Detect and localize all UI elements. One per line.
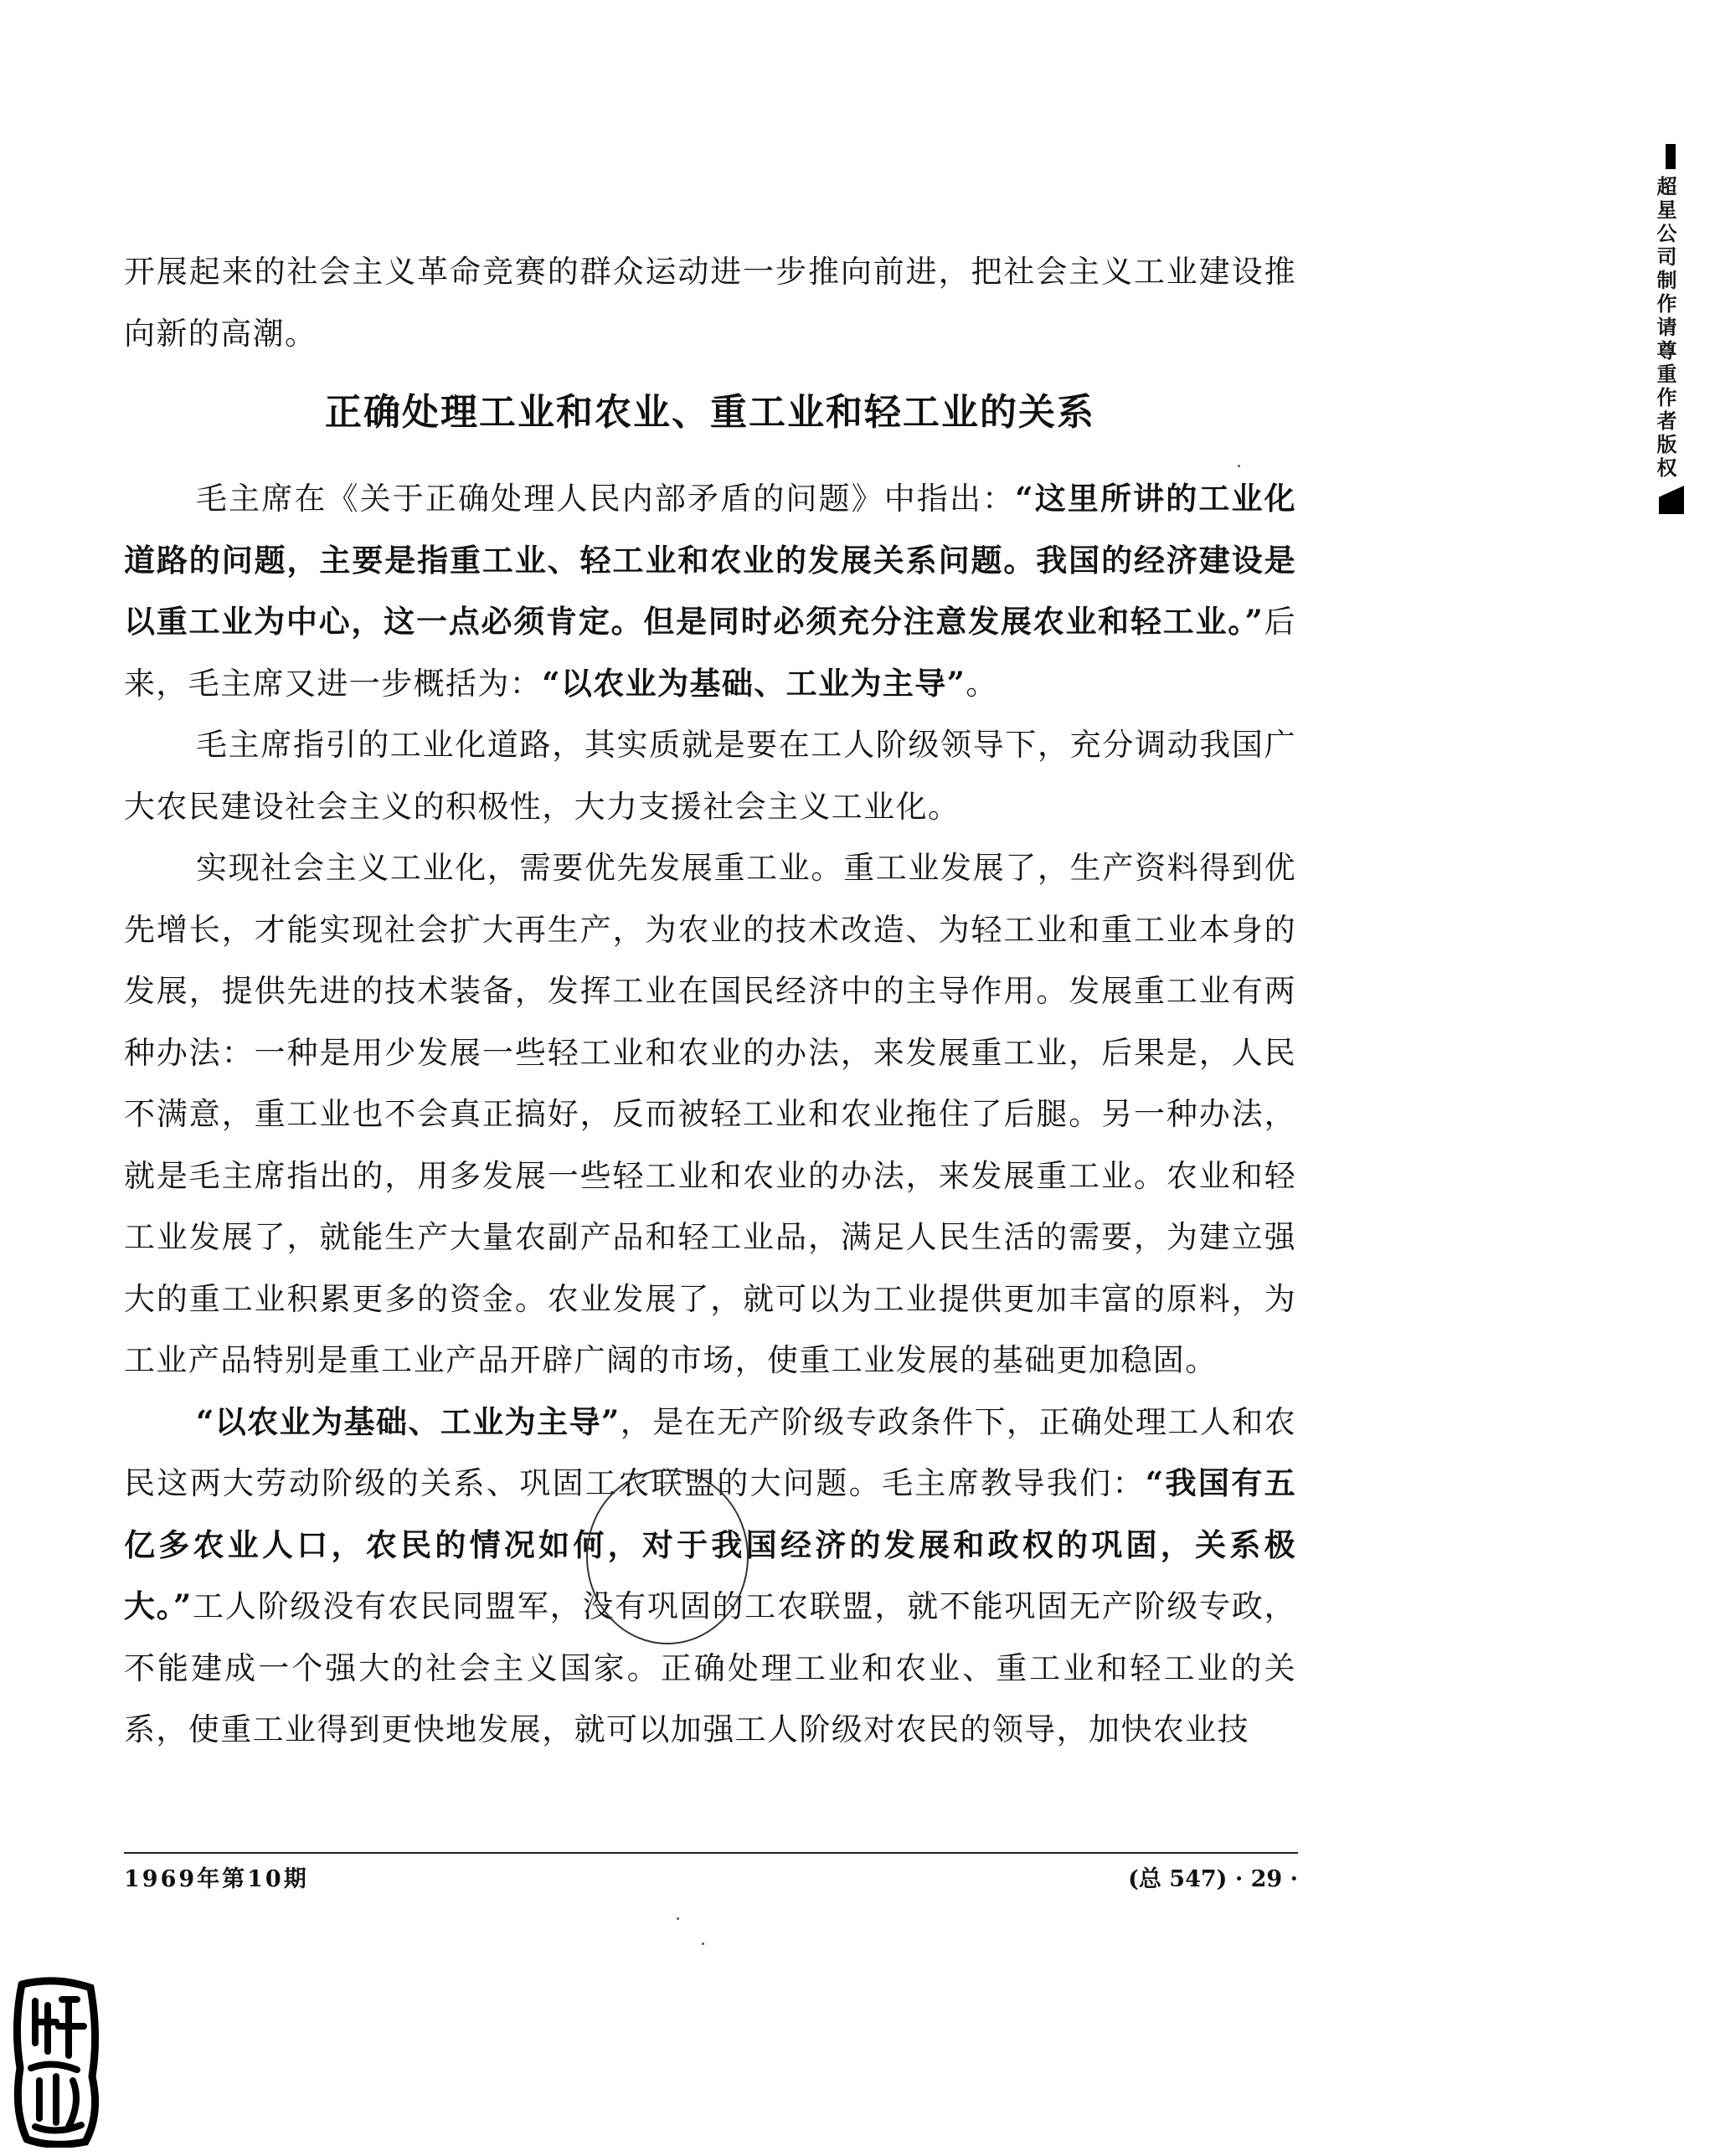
side-notice-text: 超星公司制作请尊重作者版权 bbox=[1653, 176, 1676, 481]
scan-speck bbox=[677, 1917, 679, 1920]
copyright-side-notice bbox=[1648, 144, 1682, 514]
paragraph-continued: 开展起来的社会主义革命竞赛的群众运动进一步推向前进，把社会主义工业建设推向新的高潮。 bbox=[124, 254, 1296, 352]
circular-stamp-mark bbox=[586, 1469, 749, 1644]
paragraph-text: 毛主席在《关于正确处理人民内部矛盾的问题》中指出： bbox=[196, 481, 1016, 517]
scan-speck bbox=[1238, 465, 1240, 467]
paragraph-text: 工人阶级没有农民同盟军，没有巩固的工农联盟，就不能巩固无产阶级专政，不能建成一个强大的社会主义国家。正确处理工业和农业、重工业和轻工业的关系，使重工业得到更快地发展，就可以加强工人阶级对农民的领导，加快农业技 bbox=[124, 1588, 1296, 1747]
paragraph-text: 。 bbox=[966, 665, 998, 702]
bold-quotation: “以农业为基础、工业为主导” bbox=[196, 1402, 621, 1440]
paragraph-quote-mao bbox=[124, 468, 1296, 714]
footer-page-number: (总 547) · 29 · bbox=[1128, 1866, 1298, 1892]
bold-quotation: “这里所讲的工业化道路的问题，主要是指重工业、轻工业和农业的发展关系问题。我国的经济建设是以重工业为中心，这一点必须肯定。但是同时必须充分注意发展农业和轻工业。” bbox=[124, 480, 1296, 640]
paragraph-text: 后来，毛主席又进一步概括为： bbox=[124, 604, 1296, 702]
paragraph-industrialization-path: 毛主席指引的工业化道路，其实质就是要在工人阶级领导下，充分调动我国广大农民建设社会主义的积极性，大力支援社会主义工业化。 bbox=[124, 727, 1296, 825]
side-notice-bottom-bar bbox=[1659, 486, 1684, 514]
bold-quotation: “以农业为基础、工业为主导” bbox=[542, 664, 966, 702]
paragraph-text: ，是在无产阶级专政条件下，正确处理工人和农民这两大劳动阶级的关系、巩固工农联盟的大问题。毛主席教导我们： bbox=[124, 1403, 1296, 1501]
scan-speck bbox=[702, 1942, 704, 1945]
side-notice-top-bar bbox=[1666, 144, 1676, 169]
section-heading: 正确处理工业和农业、重工业和轻工业的关系 bbox=[325, 391, 1095, 434]
paragraph-heavy-industry: 实现社会主义工业化，需要优先发展重工业。重工业发展了，生产资料得到优先增长，才能实现社会扩大再生产，为农业的技术改造、为轻工业和重工业本身的发展，提供先进的技术装备，发挥工业在国民经济中的主导作用。发展重工业有两种办法：一种是用少发展一些轻工业和农业的办法，来发展重工业，后果是，人民不满意，重工业也不会真正搞好，反而被轻工业和农业拖住了后腿。另一种办法，就是毛主席指出的，用多发展一些轻工业和农业的办法，来发展重工业。农业和轻工业发展了，就能生产大量农副产品和轻工业品，满足人民生活的需要，为建立强大的重工业积累更多的资金。农业发展了，就可以为工业提供更加丰富的原料，为工业产品特别是重工业产品开辟广阔的市场，使重工业发展的基础更加稳固。 bbox=[124, 850, 1296, 1378]
bold-quotation: “我国有五亿多农业人口，农民的情况如何，对于我国经济的发展和政权的巩固，关系极大。” bbox=[124, 1464, 1296, 1624]
seal-mark-icon bbox=[10, 1976, 102, 2148]
footer-issue: 1969年第10期 bbox=[124, 1866, 309, 1892]
footer-divider bbox=[124, 1852, 1298, 1854]
